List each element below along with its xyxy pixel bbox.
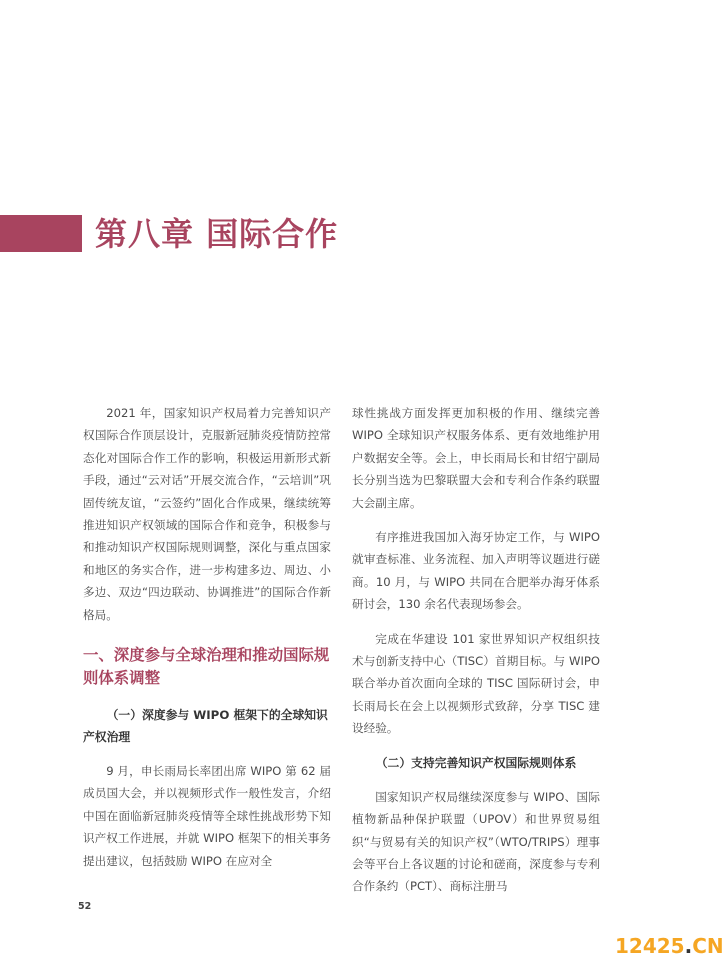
body-paragraph: 9 月，申长雨局长率团出席 WIPO 第 62 届成员国大会，并以视频形式作一般性发言，介绍中国在面临新冠肺炎疫情等全球性挑战形势下知识产权工作进展，并就 WIPO 框架下的相关事务提出建议，包括鼓励 WIPO 在应对全 (83, 764, 331, 868)
site-watermark (615, 934, 724, 958)
watermark-suffix: CN (692, 934, 724, 958)
watermark-number: 12425 (615, 934, 685, 958)
body-paragraph: 国家知识产权局继续深度参与 WIPO、国际植物新品种保护联盟（UPOV）和世界贸易组织“与贸易有关的知识产权”（WTO/TRIPS）理事会等平台上各议题的讨论和磋商，深度参与专利合作条约（PCT）、商标注册马 (352, 789, 600, 894)
body-paragraph: 有序推进我国加入海牙协定工作，与 WIPO 就审查标准、业务流程、加入声明等议题进行磋商。10 月，与 WIPO 共同在合肥举办海牙体系研讨会，130 余名代表现场参会。 (352, 530, 600, 612)
chapter-accent-bar (0, 215, 82, 252)
page-number: 52 (78, 901, 92, 912)
subsection-heading: （二）支持完善知识产权国际规则体系 (375, 755, 577, 770)
subsection-heading: （一）深度参与 WIPO 框架下的全球知识产权治理 (83, 708, 328, 745)
watermark-dot: . (684, 934, 693, 958)
body-paragraph: 完成在华建设 101 家世界知识产权组织技术与创新支持中心（TISC）首期目标。与 WIPO 联合举办首次面向全球的 TISC 国际研讨会，申长雨局长在会上以视频形式致辞，分享 TISC 建设经验。 (352, 631, 600, 736)
right-column (352, 402, 600, 910)
left-column (83, 402, 331, 884)
chapter-title: 第八章 国际合作 (95, 215, 339, 253)
continued-paragraph: 球性挑战方面发挥更加积极的作用、继续完善 WIPO 全球知识产权服务体系、更有效地维护用户数据安全等。会上，申长雨局长和甘绍宁副局长分别当选为巴黎联盟大会和专利合作条约联盟大会副主席。 (352, 406, 600, 510)
section-heading: 一、深度参与全球治理和推动国际规则体系调整 (83, 646, 330, 688)
intro-paragraph: 2021 年，国家知识产权局着力完善知识产权国际合作顶层设计，克服新冠肺炎疫情防控常态化对国际合作工作的影响，积极运用新形式新手段，通过“云对话”开展交流合作，“云培训”巩固传统友谊，“云签约”固化合作成果，继续统筹推进知识产权领域的国际合作和竞争，积极参与和推动知识产权国际规则调整，深化与重点国家和地区的务实合作，进一步构建多边、周边、小多边、双边“四边联动、协调推进”的国际合作新格局。 (83, 406, 331, 622)
